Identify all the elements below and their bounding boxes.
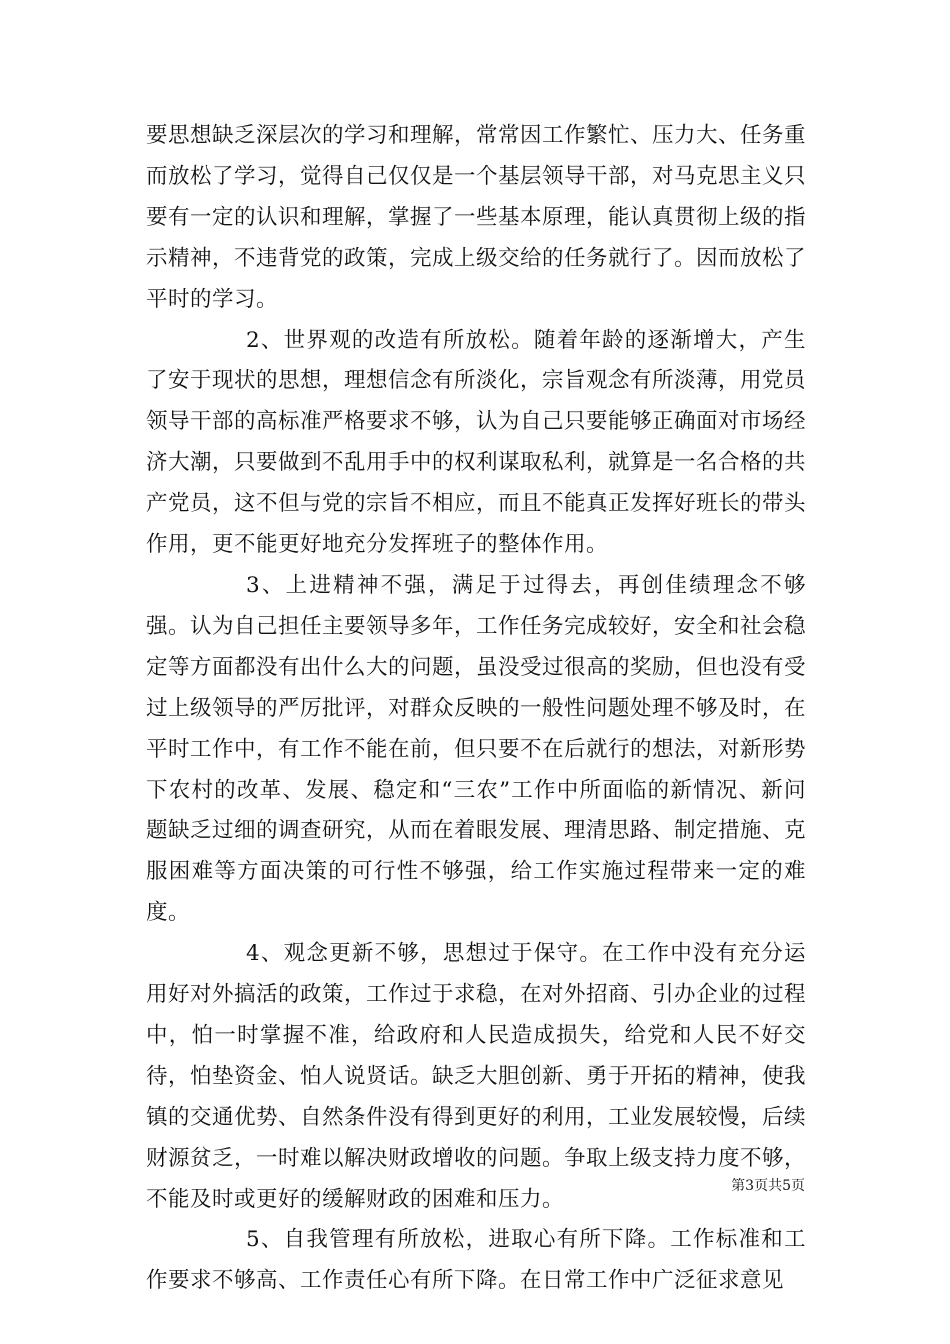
paragraph-4: 4、观念更新不够，思想过于保守。在工作中没有充分运用好对外搞活的政策，工作过于求稳，在对外招商、引办企业的过程中，怕一时掌握不准，给政府和人民造成损失，给党和人民不好交待，怕垫资金、怕人说贤话。缺乏大胆创新、勇于开拓的精神，使我镇的交通优势、自然条件没有得到更好的利用，工业发展较慢，后续财源贫乏，一时难以解决财政增收的问题。争取上级支持力度不够，不能及时或更好的缓解财政的困难和压力。	[146, 941, 807, 1212]
paragraph-2: 2、世界观的改造有所放松。随着年龄的逐渐增大，产生了安于现状的思想，理想信念有所淡化，宗旨观念有所淡薄，用党员领导干部的高标准严格要求不够，认为自己只要能够正确面对市场经济大潮，只要做到不乱用手中的权利谋取私利，就算是一名合格的共产党员，这不但与党的宗旨不相应，而且不能真正发挥好班长的带头作用，更不能更好地充分发挥班子的整体作用。	[146, 327, 807, 558]
paragraph-1: 要思想缺乏深层次的学习和理解，常常因工作繁忙、压力大、任务重而放松了学习，觉得自己仅仅是一个基层领导干部，对马克思主义只要有一定的认识和理解，掌握了一些基本原理，能认真贯彻上级的指示精神，不违背党的政策，完成上级交给的任务就行了。因而放松了平时的学习。	[146, 123, 807, 312]
page-number: 第3页共5页	[731, 1178, 805, 1194]
paragraph-3: 3、上进精神不强，满足于过得去，再创佳绩理念不够强。认为自己担任主要领导多年，工作任务完成较好，安全和社会稳定等方面都没有出什么大的问题，虽没受过很高的奖励，但也没有受过上级领导的严厉批评，对群众反映的一般性问题处理不够及时，在平时工作中，有工作不能在前，但只要不在后就行的想法，对新形势下农村的改革、发展、稳定和“三农”工作中所面临的新情况、新问题缺乏过细的调查研究，从而在着眼发展、理清思路、制定措施、克服困难等方面决策的可行性不够强，给工作实施过程带来一定的难度。	[146, 572, 807, 926]
paragraph-5: 5、自我管理有所放松，进取心有所下降。工作标准和工作要求不够高、工作责任心有所下降。在日常工作中广泛征求意见	[146, 1227, 806, 1294]
body-text	[146, 116, 806, 1302]
